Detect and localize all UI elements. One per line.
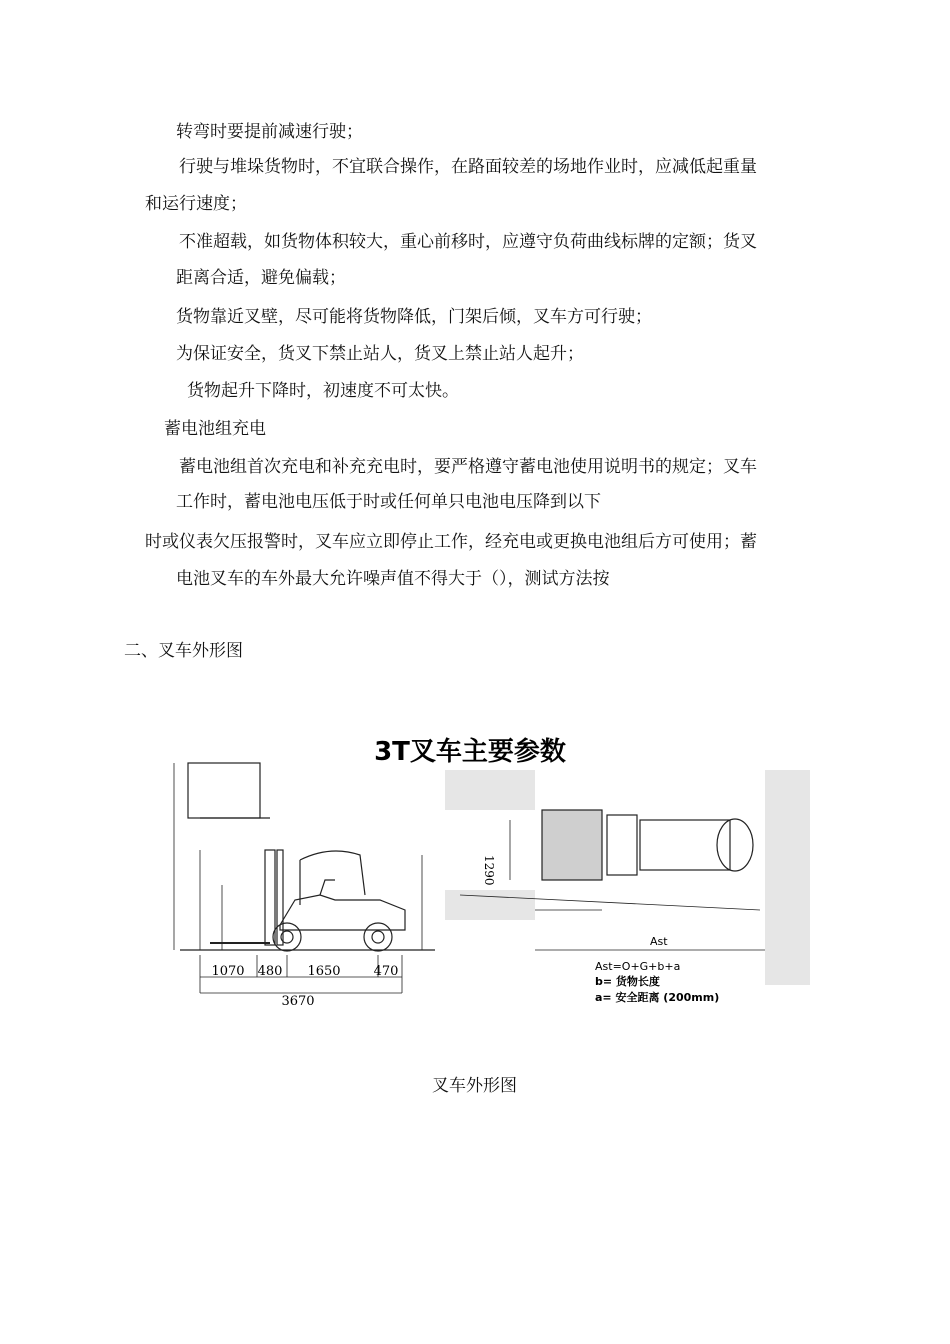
paragraph-line: 不准超载，如货物体积较大，重心前移时，应遵守负荷曲线标牌的定额；货叉 — [179, 232, 757, 252]
paragraph-line: 货物起升下降时，初速度不可太快。 — [187, 381, 459, 401]
dim-label-total: 3670 — [281, 994, 315, 1009]
paragraph-line: 转弯时要提前减速行驶； — [176, 122, 363, 142]
forklift-diagram-svg — [160, 725, 820, 1025]
section-heading: 二、叉车外形图 — [124, 641, 243, 661]
diagram-title: 3T叉车主要参数 — [374, 737, 566, 767]
formula-text: Ast=O+G+b+a — [595, 960, 681, 973]
paragraph-line: 电池叉车的车外最大允许噪声值不得大于（），测试方法按 — [176, 569, 610, 589]
paragraph-heading: 蓄电池组充电 — [164, 419, 266, 439]
dim-label: 1650 — [307, 964, 341, 979]
dim-label: 470 — [373, 964, 399, 979]
a-definition: a= 安全距离 (200mm) — [595, 991, 720, 1004]
paragraph-line: 和运行速度； — [145, 194, 247, 214]
ast-label: Ast — [650, 935, 668, 948]
paragraph-line: 工作时，蓄电池电压低于时或任何单只电池电压降到以下 — [176, 492, 601, 512]
forklift-side-view — [174, 763, 435, 993]
paragraph-line: 货物靠近叉壁，尽可能将货物降低，门架后倾，叉车方可行驶； — [176, 307, 652, 327]
forklift-top-view — [445, 770, 810, 985]
b-definition: b= 货物长度 — [595, 975, 660, 988]
paragraph-line: 蓄电池组首次充电和补充充电时，要严格遵守蓄电池使用说明书的规定；叉车 — [179, 457, 757, 477]
dim-label: 1070 — [211, 964, 245, 979]
paragraph-line: 距离合适，避免偏载； — [176, 268, 346, 288]
figure-caption: 叉车外形图 — [432, 1076, 517, 1096]
forklift-diagram — [160, 725, 820, 1025]
paragraph-line: 为保证安全，货叉下禁止站人，货叉上禁止站人起升； — [176, 344, 584, 364]
dim-label-width: 1290 — [482, 855, 496, 886]
dim-label: 480 — [257, 964, 283, 979]
paragraph-line: 行驶与堆垛货物时，不宜联合操作，在路面较差的场地作业时，应减低起重量 — [179, 157, 757, 177]
paragraph-line: 时或仪表欠压报警时，叉车应立即停止工作，经充电或更换电池组后方可使用；蓄 — [145, 532, 757, 552]
